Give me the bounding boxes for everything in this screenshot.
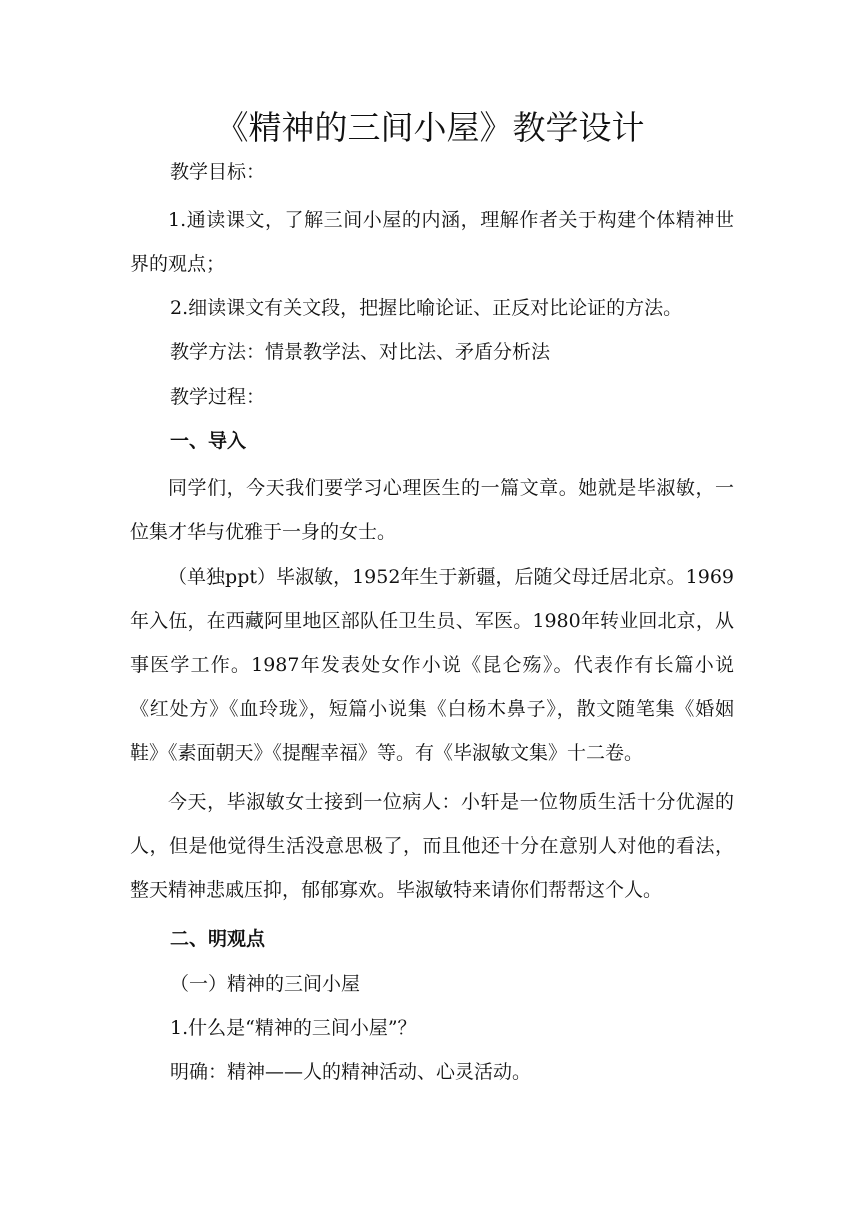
- document-title: 《精神的三间小屋》教学设计: [215, 108, 645, 147]
- process-label: 教学过程：: [170, 386, 266, 408]
- section-2-heading: 二、明观点: [170, 928, 266, 950]
- teaching-methods: 教学方法：情景教学法、对比法、矛盾分析法: [170, 341, 551, 363]
- intro-paragraph: 同学们，今天我们要学习心理医生的一篇文章。她就是毕淑敏，一位集才华与优雅于一身的女士。: [130, 477, 734, 543]
- biography-paragraph: （单独ppt）毕淑敏，1952年生于新疆，后随父母迁居北京。1969年入伍，在西藏阿里地区部队任卫生员、军医。1980年转业回北京，从事医学工作。1987年发表处女作小说《昆仑殇》。代表作有长篇小说《红处方》《血玲珑》，短篇小说集《白杨木鼻子》，散文随笔集《婚姻鞋》《素面朝天》《提醒幸福》等。有《毕淑敏文集》十二卷。: [130, 566, 734, 764]
- answer-1: 明确：精神——人的精神活动、心灵活动。: [170, 1061, 532, 1083]
- subsection-1-heading: （一）精神的三间小屋: [170, 973, 361, 995]
- objective-1: 1.通读课文，了解三间小屋的内涵，理解作者关于构建个体精神世界的观点；: [130, 209, 734, 275]
- objective-2: 2.细读课文有关文段，把握比喻论证、正反对比论证的方法。: [170, 297, 683, 319]
- case-paragraph: 今天，毕淑敏女士接到一位病人：小轩是一位物质生活十分优渥的人，但是他觉得生活没意思极了，而且他还十分在意别人对他的看法，整天精神悲戚压抑，郁郁寡欢。毕淑敏特来请你们帮帮这个人。: [130, 791, 734, 901]
- question-1: 1.什么是“精神的三间小屋”？: [170, 1017, 417, 1039]
- section-1-heading: 一、导入: [170, 430, 247, 452]
- objectives-label: 教学目标：: [170, 161, 266, 183]
